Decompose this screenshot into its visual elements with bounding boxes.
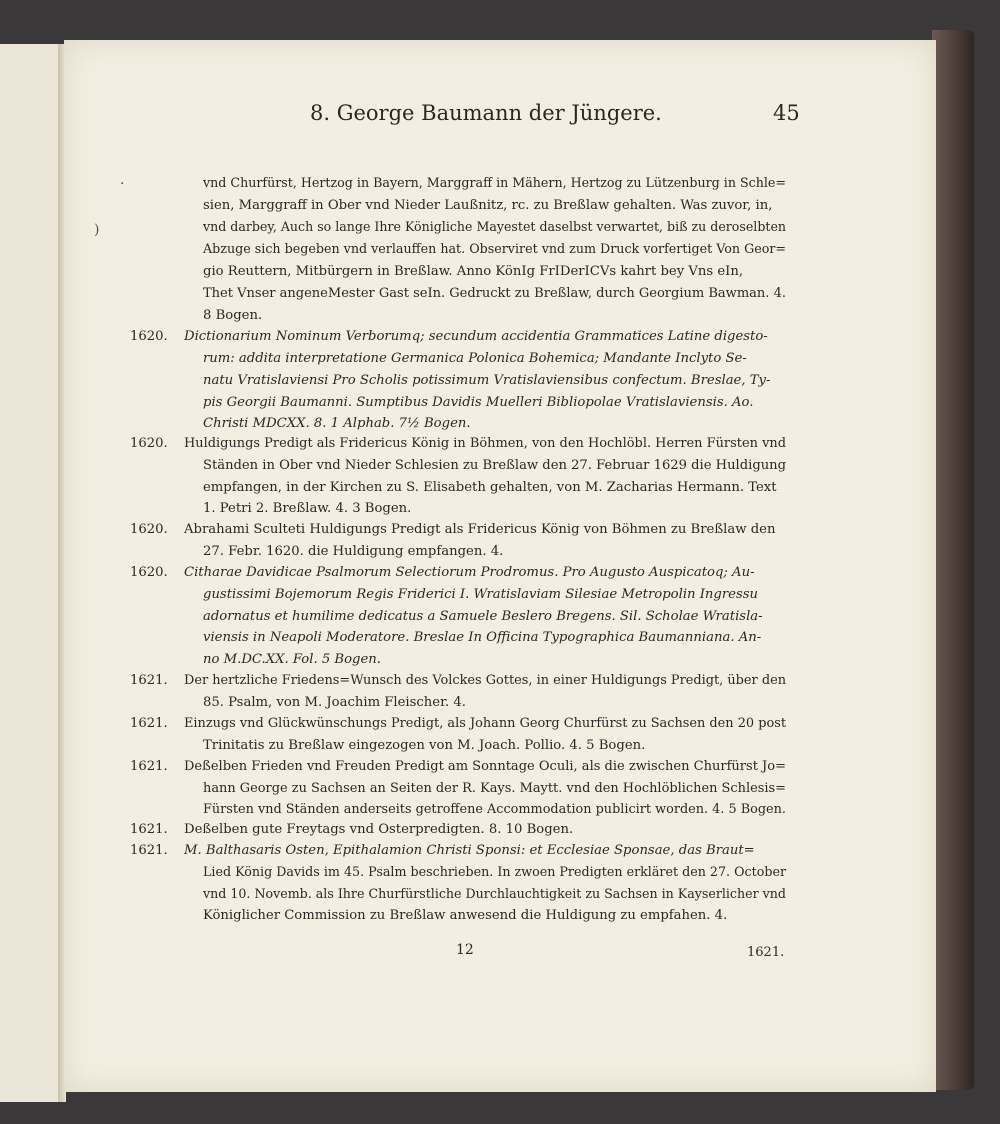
entry-year: 1621. bbox=[130, 716, 168, 731]
entry-line: 8 Bogen. bbox=[203, 308, 263, 323]
entry-line: Lied König Davids im 45. Psalm beschrieben. In zwoen Predigten erkläret den 27. October bbox=[203, 865, 787, 880]
entry-line: Trinitatis zu Breßlaw eingezogen von M. Joach. Pollio. 4. 5 Bogen. bbox=[203, 738, 646, 753]
entry-line: Königlicher Commission zu Breßlaw anwesend die Huldigung zu empfahen. 4. bbox=[203, 908, 728, 923]
margin-bracket-mark: ) bbox=[94, 222, 100, 238]
entry-line: Citharae Davidicae Psalmorum Selectiorum Prodromus. Pro Augusto Auspicatoq; Au- bbox=[184, 565, 755, 580]
entry-line: M. Balthasaris Osten, Epithalamion Christi Sponsi: et Ecclesiae Sponsae, das Braut= bbox=[184, 843, 755, 858]
entry-year: 1621. bbox=[130, 843, 168, 858]
catchword: 1621. bbox=[747, 945, 785, 960]
entry-year: 1621. bbox=[130, 673, 168, 688]
entry-line: pis Georgii Baumanni. Sumptibus Davidis Muelleri Bibliopolae Vratislaviensis. Ao. bbox=[203, 395, 754, 410]
entry-line: rum: addita interpretatione Germanica Polonica Bohemica; Mandante Inclyto Se- bbox=[203, 351, 747, 366]
entry-line: Abrahami Sculteti Huldigungs Predigt als Fridericus König von Böhmen zu Breßlaw den bbox=[184, 522, 776, 537]
running-header bbox=[0, 101, 1000, 141]
entry-line: Huldigungs Predigt als Fridericus König in Böhmen, von den Hochlöbl. Herren Fürsten vnd bbox=[184, 436, 786, 451]
signature-mark: 12 bbox=[456, 942, 474, 958]
entry-line: Ständen in Ober vnd Nieder Schlesien zu Breßlaw den 27. Februar 1629 die Huldigung bbox=[203, 458, 787, 473]
entry-line: Der hertzliche Friedens=Wunsch des Volckes Gottes, in einer Huldigungs Predigt, über den bbox=[184, 673, 787, 688]
entry-year: 1621. bbox=[130, 822, 168, 837]
header-title: 8. George Baumann der Jüngere. bbox=[310, 101, 662, 125]
entry-line: Thet Vnser angeneMester Gast seIn. Gedruckt zu Breßlaw, durch Georgium Bawman. 4. bbox=[203, 286, 786, 301]
entry-line: gustissimi Bojemorum Regis Friderici I. Wratislaviam Silesiae Metropolin Ingressu bbox=[203, 587, 759, 602]
entry-line: no M.DC.XX. Fol. 5 Bogen. bbox=[203, 652, 381, 667]
entry-line: 27. Febr. 1620. die Huldigung empfangen. 4. bbox=[203, 544, 504, 559]
entry-year: 1620. bbox=[130, 329, 168, 344]
entry-line: 1. Petri 2. Breßlaw. 4. 3 Bogen. bbox=[203, 501, 412, 516]
entry-line: Dictionarium Nominum Verborumq; secundum accidentia Grammatices Latine digesto- bbox=[184, 329, 768, 344]
entry-line: Deßelben gute Freytags vnd Osterpredigten. 8. 10 Bogen. bbox=[184, 822, 574, 837]
book-cover bbox=[932, 30, 974, 1090]
entry-line: 85. Psalm, von M. Joachim Fleischer. 4. bbox=[203, 695, 466, 710]
entry-line: vnd 10. Novemb. als Ihre Churfürstliche Durchlauchtigkeit zu Sachsen in Kayserlicher vnd bbox=[203, 887, 786, 902]
entry-year: 1620. bbox=[130, 565, 168, 580]
entry-line: empfangen, in der Kirchen zu S. Elisabeth gehalten, von M. Zacharias Hermann. Text bbox=[203, 480, 777, 495]
entry-year: 1621. bbox=[130, 759, 168, 774]
entry-line: Christi MDCXX. 8. 1 Alphab. 7½ Bogen. bbox=[203, 416, 471, 431]
entry-year: 1620. bbox=[130, 436, 168, 451]
entry-line: vnd darbey, Auch so lange Ihre Königliche Mayestet daselbst verwartet, biß zu deroselbten bbox=[203, 220, 787, 235]
entry-line: viensis in Neapoli Moderatore. Breslae In Officina Typographica Baumanniana. An- bbox=[203, 630, 762, 645]
entry-line: natu Vratislaviensi Pro Scholis potissimum Vratislaviensibus confectum. Breslae, Ty- bbox=[203, 373, 771, 388]
entry-year: 1620. bbox=[130, 522, 168, 537]
entry-line: Deßelben Frieden vnd Freuden Predigt am Sonntage Oculi, als die zwischen Churfürst Jo= bbox=[184, 759, 787, 774]
entry-line: sien, Marggraff in Ober vnd Nieder Laußnitz, rc. zu Breßlaw gehalten. Was zuvor, in, bbox=[203, 198, 773, 213]
page-number: 45 bbox=[773, 101, 800, 125]
margin-dot-mark: · bbox=[120, 176, 125, 192]
entry-line: hann George zu Sachsen an Seiten der R. Kays. Maytt. vnd den Hochlöblichen Schlesis= bbox=[203, 781, 786, 796]
entry-line: vnd Churfürst, Hertzog in Bayern, Marggraff in Mähern, Hertzog zu Lützenburg in Schle= bbox=[203, 176, 787, 191]
entry-line: Einzugs vnd Glückwünschungs Predigt, als Johann Georg Churfürst zu Sachsen den 20 post bbox=[184, 716, 787, 731]
entry-line: Abzuge sich begeben vnd verlauffen hat. Observiret vnd zum Druck vorfertiget Von Geor= bbox=[203, 242, 787, 257]
entry-line: gio Reuttern, Mitbürgern in Breßlaw. Anno KönIg FrIDerICVs kahrt bey Vns eIn, bbox=[203, 264, 744, 279]
left-page-edge bbox=[0, 44, 59, 1102]
entry-line: Fürsten vnd Ständen anderseits getroffene Accommodation publicirt worden. 4. 5 Bogen. bbox=[203, 802, 786, 817]
entry-line: adornatus et humilime dedicatus a Samuele Beslero Bregens. Sil. Scholae Wratisla- bbox=[203, 609, 763, 624]
